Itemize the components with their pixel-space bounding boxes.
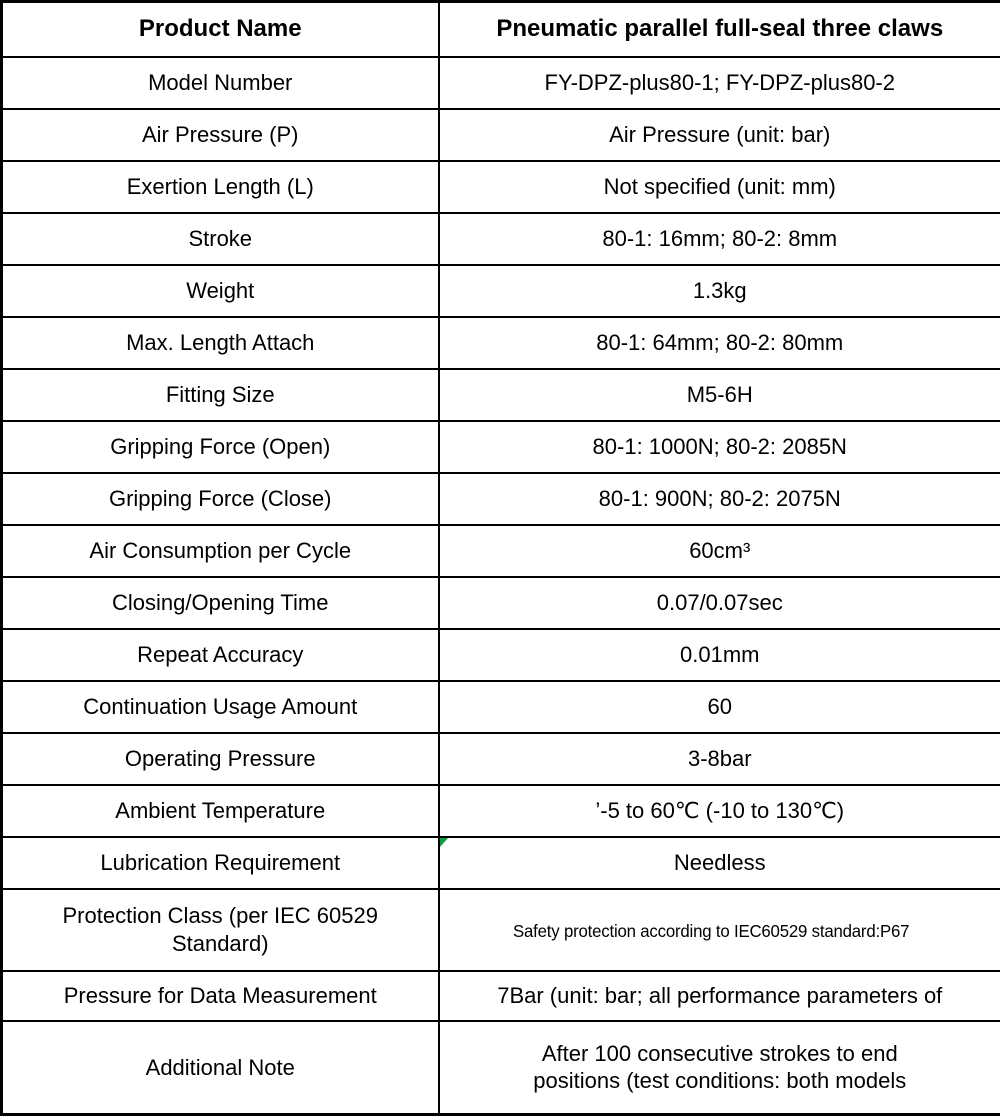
cell-comment-marker-icon [440, 838, 449, 848]
row-model-number [2, 57, 1000, 109]
row-protection-class [2, 889, 1000, 971]
stroke-value: 80-1: 16mm; 80-2: 8mm [439, 213, 1000, 265]
additional-note-label: Additional Note [2, 1021, 439, 1115]
air-consumption-value: 60cm³ [439, 525, 1000, 577]
exertion-length-value: Not specified (unit: mm) [439, 161, 1000, 213]
protection-class-value [439, 889, 1000, 971]
row-repeat-accuracy [2, 629, 1000, 681]
row-gripping-force-open [2, 421, 1000, 473]
pressure-for-data-label: Pressure for Data Measurement [2, 971, 439, 1021]
row-ambient-temperature [2, 785, 1000, 837]
additional-note-value-line2: positions (test conditions: both models [533, 1068, 907, 1094]
operating-pressure-value: 3-8bar [439, 733, 1000, 785]
fitting-size-label: Fitting Size [2, 369, 439, 421]
additional-note-value-line1: After 100 consecutive strokes to end [541, 1040, 898, 1066]
row-operating-pressure [2, 733, 1000, 785]
additional-note-value [439, 1021, 1000, 1115]
protection-class-label-line2: Standard) [171, 930, 269, 956]
row-gripping-force-close [2, 473, 1000, 525]
gripping-force-open-label: Gripping Force (Open) [2, 421, 439, 473]
row-continuation-usage [2, 681, 1000, 733]
continuation-usage-value: 60 [439, 681, 1000, 733]
protection-class-label-line1: Protection Class (per IEC 60529 [62, 903, 378, 928]
row-closing-opening-time [2, 577, 1000, 629]
row-lubrication [2, 837, 1000, 889]
closing-opening-time-value: 0.07/0.07sec [439, 577, 1000, 629]
ambient-temperature-label: Ambient Temperature [2, 785, 439, 837]
max-length-attach-label: Max. Length Attach [2, 317, 439, 369]
gripping-force-open-value: 80-1: 1000N; 80-2: 2085N [439, 421, 1000, 473]
stroke-label: Stroke [2, 213, 439, 265]
model-number-value: FY-DPZ-plus80-1; FY-DPZ-plus80-2 [439, 57, 1000, 109]
gripping-force-close-label: Gripping Force (Close) [2, 473, 439, 525]
max-length-attach-value: 80-1: 64mm; 80-2: 80mm [439, 317, 1000, 369]
weight-label: Weight [2, 265, 439, 317]
gripping-force-close-value: 80-1: 900N; 80-2: 2075N [439, 473, 1000, 525]
lubrication-label: Lubrication Requirement [2, 837, 439, 889]
row-additional-note [2, 1021, 1000, 1115]
row-exertion-length [2, 161, 1000, 213]
air-pressure-value: Air Pressure (unit: bar) [439, 109, 1000, 161]
fitting-size-value: M5-6H [439, 369, 1000, 421]
weight-value: 1.3kg [439, 265, 1000, 317]
air-pressure-label: Air Pressure (P) [2, 109, 439, 161]
air-consumption-label: Air Consumption per Cycle [2, 525, 439, 577]
exertion-length-label: Exertion Length (L) [2, 161, 439, 213]
row-header [2, 2, 1000, 57]
lubrication-value-text: Needless [673, 849, 766, 875]
row-air-pressure [2, 109, 1000, 161]
row-stroke [2, 213, 1000, 265]
operating-pressure-label: Operating Pressure [2, 733, 439, 785]
row-air-consumption [2, 525, 1000, 577]
repeat-accuracy-value: 0.01mm [439, 629, 1000, 681]
continuation-usage-label: Continuation Usage Amount [2, 681, 439, 733]
row-pressure-for-data [2, 971, 1000, 1021]
protection-class-label [2, 889, 439, 971]
row-max-length-attach [2, 317, 1000, 369]
header-value-cell: Pneumatic parallel full-seal three claws [439, 2, 1000, 57]
row-weight [2, 265, 1000, 317]
repeat-accuracy-label: Repeat Accuracy [2, 629, 439, 681]
model-number-label: Model Number [2, 57, 439, 109]
lubrication-value [439, 837, 1000, 889]
ambient-temperature-value: ’-5 to 60℃ (-10 to 130℃) [439, 785, 1000, 837]
row-fitting-size [2, 369, 1000, 421]
pressure-for-data-value: 7Bar (unit: bar; all performance parameters of [439, 971, 1000, 1021]
protection-class-value-text: Safety protection according to IEC60529 standard:P67 [513, 920, 910, 941]
header-label-cell: Product Name [2, 2, 439, 57]
closing-opening-time-label: Closing/Opening Time [2, 577, 439, 629]
